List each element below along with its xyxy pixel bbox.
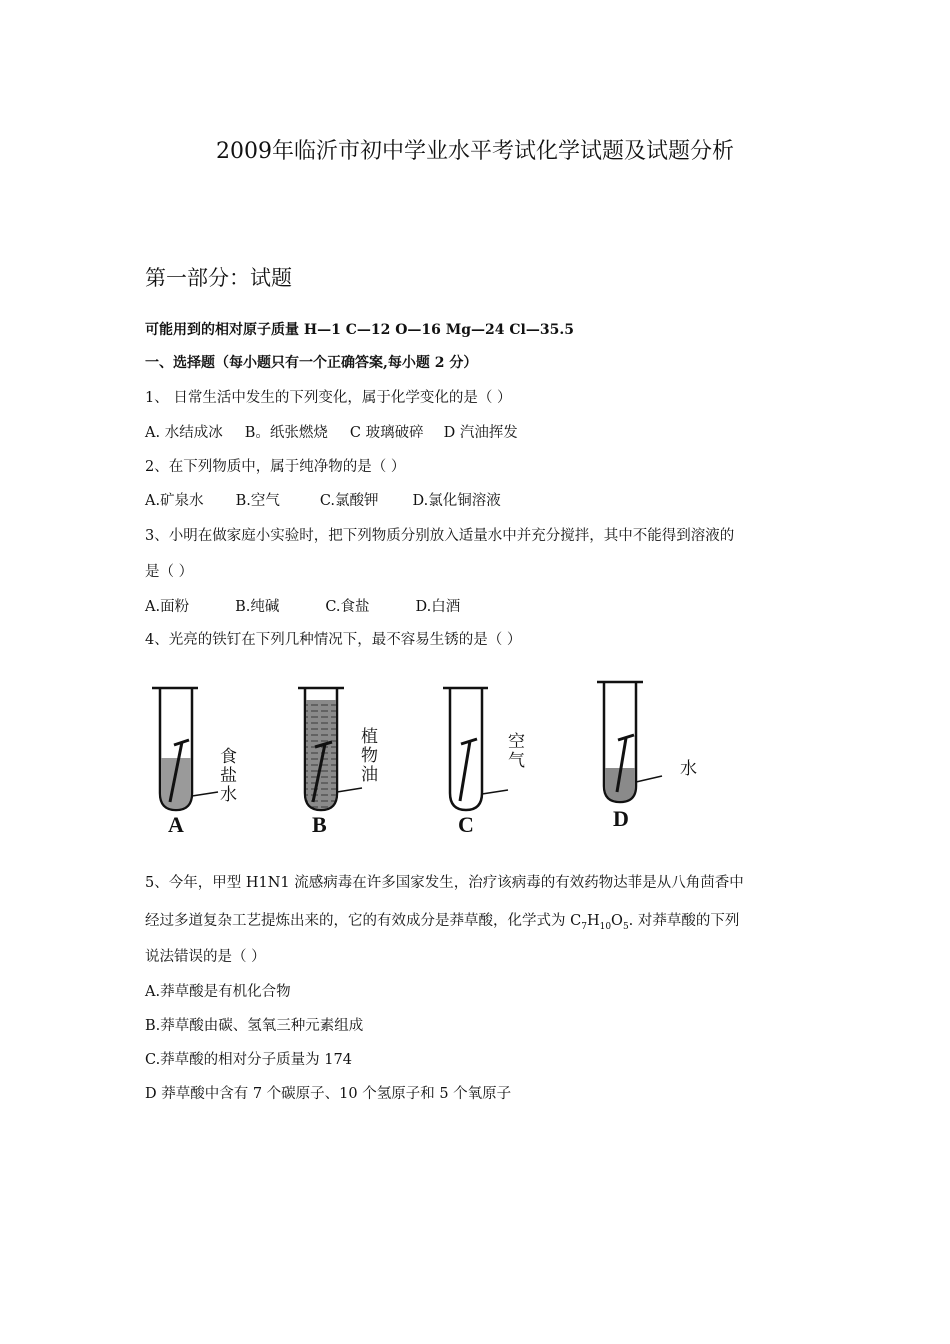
question-5-stem-line1: 5、今年，甲型 H1N1 流感病毒在许多国家发生，治疗该病毒的有效药物达菲是从八角茴香中 bbox=[145, 875, 744, 891]
test-tube-figure bbox=[140, 678, 740, 838]
question-5-stem-line2: 经过多道复杂工艺提炼出来的，它的有效成分是莽草酸，化学式为 $C_7H_{10}O_5$. 对莽草酸的下列 bbox=[145, 913, 740, 932]
question-5-stem-line3: 说法错误的是（ ） bbox=[145, 949, 266, 965]
question-3-stem-line2: 是（ ） bbox=[145, 564, 194, 580]
question-1-stem: 1、 日常生活中发生的下列变化，属于化学变化的是（ ） bbox=[145, 390, 512, 406]
option-a: A. 水结成冰 bbox=[145, 425, 223, 441]
option-a: A.面粉 bbox=[145, 599, 190, 615]
option-c: C 玻璃破碎 bbox=[349, 425, 424, 441]
tube-b-letter: B bbox=[312, 812, 327, 837]
option-a: A.矿泉水 bbox=[145, 493, 204, 509]
question-4-stem: 4、光亮的铁钉在下列几种情况下，最不容易生锈的是（ ） bbox=[145, 632, 522, 648]
tube-c-letter: C bbox=[458, 812, 474, 837]
tube-d-letter: D bbox=[613, 806, 629, 831]
atomic-mass-line: 可能用到的相对原子质量 H—1 C—12 O—16 Mg—24 Cl—35.5 bbox=[145, 322, 574, 338]
tube-d-label: 水 bbox=[680, 759, 697, 779]
tube-a-letter: A bbox=[168, 812, 184, 837]
section-heading: 一、选择题（每小题只有一个正确答案,每小题 2 分） bbox=[145, 355, 478, 371]
tube-c-label: 空 气 bbox=[508, 732, 525, 771]
option-c: C.食盐 bbox=[325, 599, 370, 615]
option-b: B。纸张燃烧 bbox=[244, 425, 328, 441]
question-2-options bbox=[145, 489, 501, 510]
option-b: B.纯碱 bbox=[235, 599, 280, 615]
question-5-option-a: A.莽草酸是有机化合物 bbox=[145, 984, 291, 1000]
option-d: D.氯化铜溶液 bbox=[412, 493, 501, 509]
part-heading: 第一部分：试题 bbox=[145, 266, 292, 290]
question-5-option-d: D 莽草酸中含有 7 个碳原子、10 个氢原子和 5 个氧原子 bbox=[145, 1086, 512, 1102]
tube-a-label: 食 盐 水 bbox=[220, 747, 237, 805]
option-c: C.氯酸钾 bbox=[319, 493, 379, 509]
option-b: B.空气 bbox=[235, 493, 280, 509]
tube-b-label: 植 物 油 bbox=[361, 727, 378, 785]
tube-c bbox=[443, 688, 508, 810]
question-1-options bbox=[145, 421, 518, 442]
option-d: D.白酒 bbox=[415, 599, 461, 615]
question-5-option-b: B.莽草酸由碳、氢氧三种元素组成 bbox=[145, 1018, 364, 1034]
tube-a bbox=[152, 688, 218, 810]
question-5-option-c: C.莽草酸的相对分子质量为 174 bbox=[145, 1052, 352, 1068]
tube-b bbox=[298, 688, 362, 810]
tube-d bbox=[597, 682, 662, 802]
question-2-stem: 2、在下列物质中，属于纯净物的是（ ） bbox=[145, 459, 406, 475]
question-3-stem-line1: 3、小明在做家庭小实验时，把下列物质分别放入适量水中并充分搅拌，其中不能得到溶液的 bbox=[145, 528, 735, 544]
option-d: D 汽油挥发 bbox=[443, 425, 518, 441]
question-3-options bbox=[145, 595, 460, 616]
document-title: 2009年临沂市初中学业水平考试化学试题及试题分析 bbox=[216, 139, 734, 164]
